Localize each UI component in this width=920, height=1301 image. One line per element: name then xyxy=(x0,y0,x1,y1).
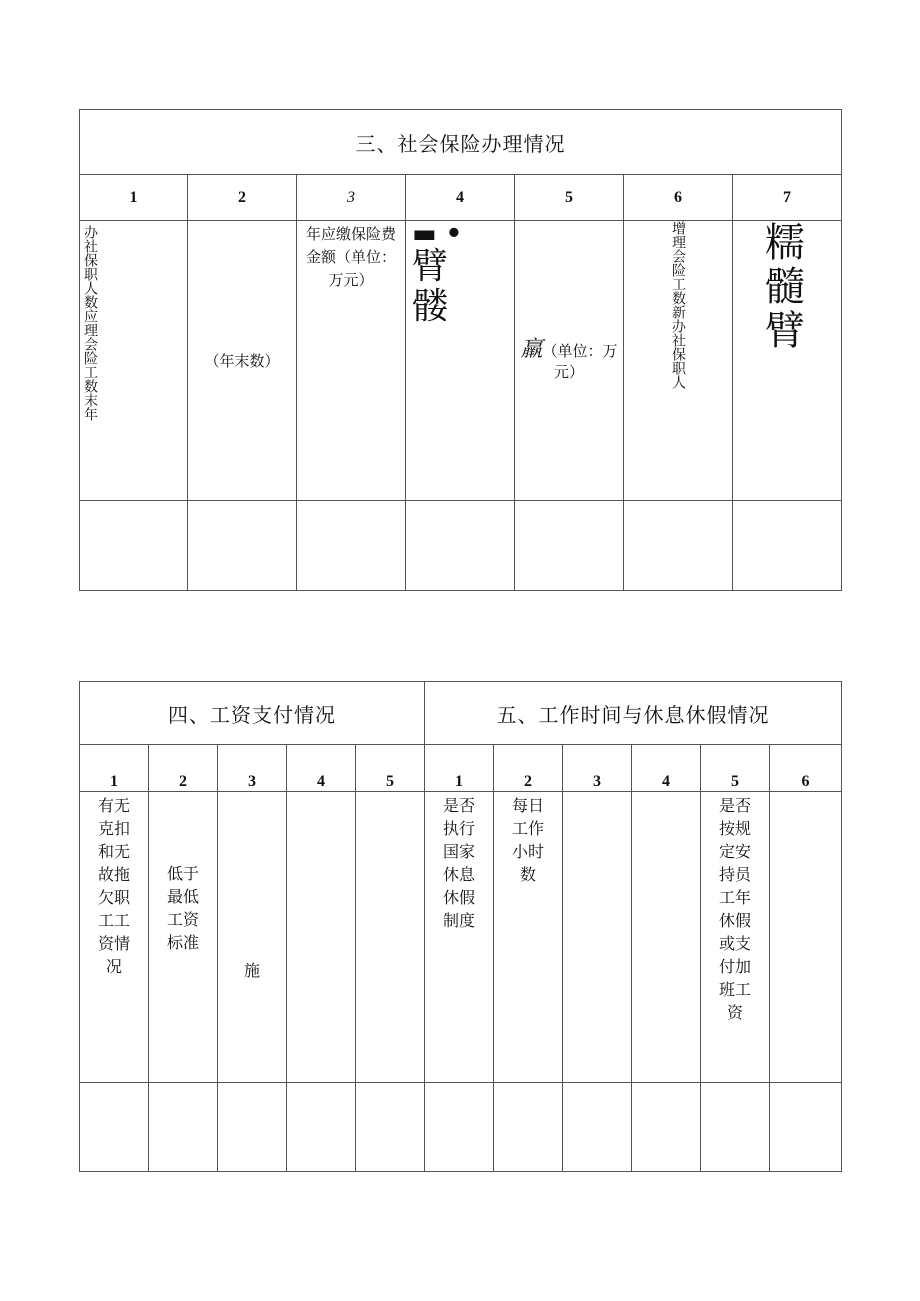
table1-cell-4-glyphs: 臂髅 xyxy=(412,246,449,327)
table1-cell-5 xyxy=(515,221,624,501)
table2-data-cell xyxy=(770,1083,842,1172)
table2-data-cell xyxy=(632,792,701,1083)
year-end-label: （年末数） xyxy=(204,352,280,370)
table2-col-number: 5 xyxy=(701,745,770,792)
table2-data-cell xyxy=(356,792,425,1083)
table2-data-cell xyxy=(494,1083,563,1172)
table1-data-cell xyxy=(80,501,188,591)
table1-cell-7 xyxy=(733,221,842,501)
wage-payment-title: 四、工资支付情况 xyxy=(80,682,425,745)
wage-deduction-label: 有无克扣和无故拖欠职工工资情况 xyxy=(97,796,130,976)
table2-cell-l3-text: 施 xyxy=(243,961,260,980)
table1-cell-5-unit: （单位：万元） xyxy=(542,342,618,381)
table1-title: 三、社会保险办理情况 xyxy=(80,110,842,175)
table2-col-number: 1 xyxy=(425,745,494,792)
annual-premium-label: 年应缴保险费金额（单位：万元） xyxy=(305,225,396,289)
table1-col-number: 6 xyxy=(624,175,733,221)
table2-col-number: 3 xyxy=(218,745,287,792)
table2-cell-r2 xyxy=(494,792,563,1083)
table1-col-number: 2 xyxy=(188,175,297,221)
table2-col-number: 1 xyxy=(80,745,149,792)
table1-data-cell xyxy=(624,501,733,591)
table2-data-cell xyxy=(563,1083,632,1172)
social-insurance-table xyxy=(79,109,842,591)
table1-cell-3 xyxy=(297,221,406,501)
table1-cell-4-mark: ▬ • xyxy=(412,220,463,249)
table1-col-number: 3 xyxy=(297,175,406,221)
wage-worktime-table xyxy=(79,681,842,1172)
table2-col-number: 4 xyxy=(287,745,356,792)
table1-cell-5-text xyxy=(515,221,623,383)
table1-col-number: 7 xyxy=(733,175,842,221)
table2-cell-l1 xyxy=(80,792,149,1083)
table1-cell-1 xyxy=(80,221,188,501)
table2-data-cell xyxy=(632,1083,701,1172)
daily-hours-label: 每日工作小时数 xyxy=(512,796,545,884)
table1-cell-2 xyxy=(188,221,297,501)
table1-col-number: 4 xyxy=(406,175,515,221)
table2-data-cell xyxy=(770,792,842,1083)
table1-data-cell xyxy=(297,501,406,591)
work-hours-title: 五、工作时间与休息休假情况 xyxy=(425,682,842,745)
table2-data-cell xyxy=(218,1083,287,1172)
table2-data-cell xyxy=(563,792,632,1083)
table2-col-number: 2 xyxy=(494,745,563,792)
table1-cell-6 xyxy=(624,221,733,501)
table1-data-cell xyxy=(515,501,624,591)
table2-data-cell xyxy=(701,1083,770,1172)
min-wage-label: 低于最低工资标准 xyxy=(166,864,199,952)
table2-data-cell xyxy=(287,792,356,1083)
table2-col-number: 6 xyxy=(770,745,842,792)
table1-cell-5-glyph: 羸 xyxy=(520,337,543,362)
table2-col-number: 5 xyxy=(356,745,425,792)
table2-data-cell xyxy=(287,1083,356,1172)
rest-leave-label: 是否执行国家休息休假制度 xyxy=(443,796,476,930)
new-insured-label: 增理会险工数新办社保职人 xyxy=(670,221,686,389)
table2-cell-l3 xyxy=(218,792,287,1083)
table2-cell-r5 xyxy=(701,792,770,1083)
table2-cell-l2 xyxy=(149,792,218,1083)
table1-data-cell xyxy=(733,501,842,591)
table2-data-cell xyxy=(80,1083,149,1172)
table1-col-number: 1 xyxy=(80,175,188,221)
table2-col-number: 2 xyxy=(149,745,218,792)
table2-data-cell xyxy=(425,1083,494,1172)
table2-col-number: 4 xyxy=(632,745,701,792)
table1-data-cell xyxy=(188,501,297,591)
table2-col-number: 3 xyxy=(563,745,632,792)
table2-cell-r1 xyxy=(425,792,494,1083)
table1-cell-4 xyxy=(406,221,515,501)
table2-data-cell xyxy=(149,1083,218,1172)
annual-leave-label: 是否按规定安持员工年休假或支付加班工资 xyxy=(719,796,752,1022)
table1-cell-7-glyphs: 糯髓臂 xyxy=(765,220,805,354)
table1-col-number: 5 xyxy=(515,175,624,221)
table1-data-cell xyxy=(406,501,515,591)
insured-employees-label: 办社保职人数应理会险工数末年 xyxy=(82,225,98,421)
table2-data-cell xyxy=(356,1083,425,1172)
